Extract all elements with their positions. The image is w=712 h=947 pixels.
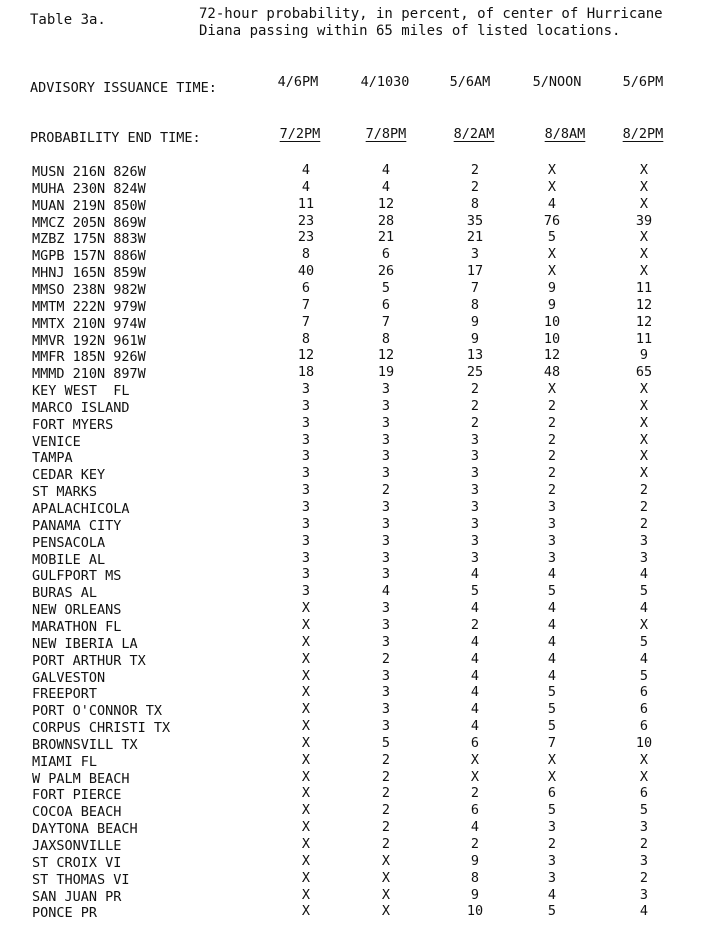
probability-cell: 19 bbox=[377, 364, 395, 381]
probability-cell: 6 bbox=[639, 785, 649, 802]
probability-cell: X bbox=[547, 178, 557, 195]
probability-cell: 3 bbox=[547, 532, 557, 549]
end-time-1: 7/2PM bbox=[279, 126, 321, 142]
probability-cell: 3 bbox=[470, 431, 480, 448]
probability-cell: X bbox=[639, 195, 649, 212]
probability-cell: X bbox=[547, 381, 557, 398]
probability-cell: 4 bbox=[301, 178, 311, 195]
end-time-2: 7/8PM bbox=[365, 126, 407, 142]
probability-cell: X bbox=[301, 667, 311, 684]
probability-cell: 5 bbox=[639, 633, 649, 650]
probability-cell: 3 bbox=[547, 852, 557, 869]
probability-cell: 23 bbox=[297, 212, 315, 229]
probability-cell: 4 bbox=[470, 684, 480, 701]
probability-cell: 3 bbox=[470, 448, 480, 465]
location-name: MMFR 185N 926W bbox=[32, 349, 146, 366]
advisory-time-3: 5/6AM bbox=[449, 74, 491, 90]
probability-cell: 3 bbox=[470, 482, 480, 499]
probability-cell: 4 bbox=[470, 600, 480, 617]
probability-cell: 3 bbox=[381, 499, 391, 515]
probability-cell: 2 bbox=[381, 819, 391, 836]
probability-cell: 2 bbox=[381, 802, 391, 819]
location-name: MARCO ISLAND bbox=[32, 399, 130, 416]
probability-cell: 5 bbox=[547, 229, 557, 246]
advisory-time-2: 4/1030 bbox=[360, 74, 410, 90]
probability-cell: X bbox=[381, 869, 391, 886]
probability-cell: 2 bbox=[381, 836, 391, 852]
probability-cell: X bbox=[301, 650, 311, 667]
probability-cell: 3 bbox=[381, 448, 391, 465]
probability-cell: 10 bbox=[635, 734, 653, 751]
probability-cell: 5 bbox=[639, 583, 649, 600]
probability-cell: 6 bbox=[301, 279, 311, 296]
probability-cell: X bbox=[547, 246, 557, 263]
probability-cell: 3 bbox=[301, 465, 311, 482]
probability-cell: 3 bbox=[301, 515, 311, 532]
probability-cell: 2 bbox=[381, 768, 391, 785]
probability-cell: 8 bbox=[470, 869, 480, 886]
probability-cell: 9 bbox=[470, 852, 480, 869]
probability-cell: 4 bbox=[470, 701, 480, 718]
probability-cell: 2 bbox=[639, 836, 649, 852]
location-name: MGPB 157N 886W bbox=[32, 248, 146, 265]
location-name: FORT PIERCE bbox=[32, 787, 122, 804]
probability-cell: 4 bbox=[470, 667, 480, 684]
probability-cell: 3 bbox=[639, 852, 649, 869]
probability-cell: 2 bbox=[470, 381, 480, 398]
location-name: NEW ORLEANS bbox=[32, 602, 122, 619]
probability-cell: 6 bbox=[470, 802, 480, 819]
probability-cell: 3 bbox=[381, 600, 391, 617]
probability-cell: 4 bbox=[381, 178, 391, 195]
location-name: MMTX 210N 974W bbox=[32, 315, 146, 332]
probability-cell: 13 bbox=[466, 347, 484, 364]
probability-cell: X bbox=[470, 768, 480, 785]
probability-end-label: PROBABILITY END TIME: bbox=[30, 130, 201, 146]
probability-cell: 3 bbox=[301, 448, 311, 465]
probability-cell: X bbox=[639, 162, 649, 178]
probability-cell: 2 bbox=[547, 397, 557, 414]
probability-cell: 5 bbox=[547, 718, 557, 735]
location-name: MUSN 216N 826W bbox=[32, 164, 146, 180]
probability-cell: 3 bbox=[381, 633, 391, 650]
advisory-issuance-label: ADVISORY ISSUANCE TIME: bbox=[30, 80, 217, 96]
location-name: PORT ARTHUR TX bbox=[32, 652, 146, 669]
probability-cell: 17 bbox=[466, 263, 484, 280]
probability-cell: 2 bbox=[470, 178, 480, 195]
location-name: PORT O'CONNOR TX bbox=[32, 703, 163, 720]
location-name: MMSO 238N 982W bbox=[32, 281, 146, 298]
probability-cell: 2 bbox=[470, 414, 480, 431]
probability-cell: 3 bbox=[639, 549, 649, 566]
probability-cell: 76 bbox=[543, 212, 561, 229]
probability-cell: X bbox=[301, 701, 311, 718]
end-time-5: 8/2PM bbox=[622, 126, 664, 142]
probability-cell: 4 bbox=[470, 566, 480, 583]
location-name: SAN JUAN PR bbox=[32, 888, 122, 905]
probability-cell: X bbox=[639, 178, 649, 195]
probability-cell: 3 bbox=[470, 549, 480, 566]
probability-cell: 6 bbox=[470, 734, 480, 751]
location-name: MMCZ 205N 869W bbox=[32, 214, 146, 231]
probability-cell: 65 bbox=[635, 364, 653, 381]
probability-cell: 2 bbox=[381, 650, 391, 667]
probability-cell: 3 bbox=[381, 397, 391, 414]
probability-cell: 9 bbox=[639, 347, 649, 364]
probability-cell: 4 bbox=[639, 650, 649, 667]
advisory-time-1: 4/6PM bbox=[277, 74, 319, 90]
probability-cell: 6 bbox=[639, 684, 649, 701]
probability-cell: 3 bbox=[639, 532, 649, 549]
probability-cell: 10 bbox=[543, 330, 561, 347]
probability-cell: 2 bbox=[639, 499, 649, 515]
probability-cell: 12 bbox=[297, 347, 315, 364]
probability-cell: 40 bbox=[297, 263, 315, 280]
probability-cell: 8 bbox=[301, 330, 311, 347]
probability-cell: 25 bbox=[466, 364, 484, 381]
location-name: ST MARKS bbox=[32, 484, 98, 501]
probability-cell: 2 bbox=[381, 785, 391, 802]
probability-cell: X bbox=[301, 600, 311, 617]
probability-cell: 4 bbox=[547, 616, 557, 633]
probability-cell: X bbox=[639, 229, 649, 246]
probability-cell: 35 bbox=[466, 212, 484, 229]
probability-cell: X bbox=[301, 802, 311, 819]
probability-cell: X bbox=[301, 886, 311, 903]
probability-cell: X bbox=[639, 414, 649, 431]
probability-cell: 3 bbox=[547, 515, 557, 532]
probability-cell: 8 bbox=[381, 330, 391, 347]
probability-cell: 4 bbox=[470, 633, 480, 650]
probability-cell: 3 bbox=[381, 718, 391, 735]
probability-cell: 4 bbox=[639, 903, 649, 920]
probability-cell: 3 bbox=[301, 431, 311, 448]
probability-cell: 5 bbox=[470, 583, 480, 600]
probability-cell: 11 bbox=[635, 330, 653, 347]
probability-cell: 12 bbox=[635, 313, 653, 330]
probability-cell: 5 bbox=[639, 667, 649, 684]
probability-cell: 2 bbox=[470, 162, 480, 178]
probability-cell: 2 bbox=[639, 869, 649, 886]
location-name: MMVR 192N 961W bbox=[32, 332, 146, 349]
probability-cell: 5 bbox=[547, 903, 557, 920]
probability-cell: 9 bbox=[470, 886, 480, 903]
probability-cell: 10 bbox=[466, 903, 484, 920]
probability-cell: 21 bbox=[377, 229, 395, 246]
probability-cell: X bbox=[301, 785, 311, 802]
probability-cell: 3 bbox=[381, 616, 391, 633]
location-name: ST THOMAS VI bbox=[32, 871, 130, 888]
probability-cell: 3 bbox=[381, 414, 391, 431]
probability-cell: 5 bbox=[547, 684, 557, 701]
table-caption: 72-hour probability, in percent, of center of Hurricane Diana passing within 65 miles of listed locations. bbox=[199, 6, 663, 39]
location-name: MARATHON FL bbox=[32, 618, 122, 635]
probability-cell: X bbox=[639, 397, 649, 414]
probability-cell: 3 bbox=[470, 465, 480, 482]
probability-cell: 2 bbox=[470, 397, 480, 414]
location-name: PANAMA CITY bbox=[32, 517, 122, 534]
probability-cell: 7 bbox=[301, 313, 311, 330]
advisory-time-5: 5/6PM bbox=[622, 74, 664, 90]
probability-cell: X bbox=[639, 431, 649, 448]
probability-cell: 3 bbox=[470, 515, 480, 532]
probability-cell: X bbox=[547, 751, 557, 768]
location-name: BURAS AL bbox=[32, 585, 98, 602]
probability-cell: X bbox=[639, 381, 649, 398]
location-name: DAYTONA BEACH bbox=[32, 821, 138, 838]
probability-cell: 2 bbox=[470, 785, 480, 802]
probability-cell: X bbox=[547, 263, 557, 280]
probability-cell: 12 bbox=[377, 195, 395, 212]
location-name: GALVESTON bbox=[32, 669, 106, 686]
probability-cell: 4 bbox=[547, 566, 557, 583]
probability-cell: 2 bbox=[470, 836, 480, 852]
probability-cell: 3 bbox=[381, 431, 391, 448]
probability-cell: 5 bbox=[381, 279, 391, 296]
location-name: MOBILE AL bbox=[32, 551, 106, 568]
probability-cell: 4 bbox=[381, 583, 391, 600]
location-name: MUHA 230N 824W bbox=[32, 180, 146, 197]
probability-cell: 7 bbox=[547, 734, 557, 751]
probability-cell: 2 bbox=[547, 836, 557, 852]
probability-cell: X bbox=[301, 768, 311, 785]
probability-cell: 4 bbox=[547, 886, 557, 903]
probability-cell: 3 bbox=[381, 549, 391, 566]
location-name: VENICE bbox=[32, 433, 81, 450]
location-name: PENSACOLA bbox=[32, 534, 106, 551]
probability-cell: X bbox=[547, 162, 557, 178]
probability-cell: 3 bbox=[547, 869, 557, 886]
probability-cell: X bbox=[381, 903, 391, 920]
probability-cell: X bbox=[381, 886, 391, 903]
probability-cell: X bbox=[301, 684, 311, 701]
probability-cell: X bbox=[301, 852, 311, 869]
probability-cell: 9 bbox=[547, 279, 557, 296]
probability-cell: X bbox=[639, 246, 649, 263]
probability-cell: X bbox=[639, 768, 649, 785]
probability-cell: X bbox=[639, 465, 649, 482]
probability-cell: 3 bbox=[639, 886, 649, 903]
probability-cell: 2 bbox=[470, 616, 480, 633]
probability-cell: 12 bbox=[543, 347, 561, 364]
location-name: BROWNSVILL TX bbox=[32, 736, 138, 753]
location-name: GULFPORT MS bbox=[32, 568, 122, 585]
end-time-4: 8/8AM bbox=[544, 126, 586, 142]
probability-cell: 3 bbox=[301, 381, 311, 398]
probability-cell: 3 bbox=[547, 549, 557, 566]
probability-cell: 3 bbox=[381, 465, 391, 482]
probability-cell: X bbox=[301, 751, 311, 768]
probability-cell: 2 bbox=[547, 465, 557, 482]
probability-cell: 3 bbox=[381, 381, 391, 398]
probability-cell: 3 bbox=[470, 532, 480, 549]
probability-cell: 5 bbox=[639, 802, 649, 819]
probability-cell: 12 bbox=[377, 347, 395, 364]
probability-cell: 2 bbox=[639, 482, 649, 499]
location-name: KEY WEST FL bbox=[32, 383, 130, 400]
probability-cell: 2 bbox=[547, 431, 557, 448]
location-name: W PALM BEACH bbox=[32, 770, 130, 787]
probability-cell: 28 bbox=[377, 212, 395, 229]
probability-cell: 12 bbox=[635, 296, 653, 313]
probability-cell: X bbox=[381, 852, 391, 869]
location-name: MZBZ 175N 883W bbox=[32, 231, 146, 248]
probability-cell: 7 bbox=[381, 313, 391, 330]
probability-cell: 23 bbox=[297, 229, 315, 246]
probability-cell: X bbox=[639, 751, 649, 768]
probability-cell: 5 bbox=[547, 701, 557, 718]
probability-cell: X bbox=[301, 903, 311, 920]
probability-cell: X bbox=[639, 616, 649, 633]
probability-cell: X bbox=[639, 448, 649, 465]
probability-cell: 26 bbox=[377, 263, 395, 280]
location-name: CEDAR KEY bbox=[32, 467, 106, 484]
probability-cell: 7 bbox=[470, 279, 480, 296]
probability-cell: 4 bbox=[381, 162, 391, 178]
probability-cell: 5 bbox=[381, 734, 391, 751]
probability-cell: 18 bbox=[297, 364, 315, 381]
probability-cell: 4 bbox=[470, 819, 480, 836]
probability-cell: 3 bbox=[381, 684, 391, 701]
probability-cell: 3 bbox=[301, 566, 311, 583]
probability-cell: 6 bbox=[639, 701, 649, 718]
probability-cell: 7 bbox=[301, 296, 311, 313]
probability-cell: 8 bbox=[470, 195, 480, 212]
probability-cell: X bbox=[301, 734, 311, 751]
location-name: NEW IBERIA LA bbox=[32, 635, 138, 652]
probability-cell: X bbox=[301, 616, 311, 633]
table-label: Table 3a. bbox=[30, 12, 106, 28]
probability-cell: 2 bbox=[639, 515, 649, 532]
probability-cell: 3 bbox=[301, 532, 311, 549]
probability-cell: X bbox=[301, 836, 311, 852]
probability-cell: 2 bbox=[381, 751, 391, 768]
probability-cell: 4 bbox=[301, 162, 311, 178]
location-name: COCOA BEACH bbox=[32, 804, 122, 821]
location-name: APALACHICOLA bbox=[32, 501, 130, 517]
probability-cell: 11 bbox=[635, 279, 653, 296]
location-name: MMTM 222N 979W bbox=[32, 298, 146, 315]
probability-cell: 3 bbox=[639, 819, 649, 836]
probability-cell: X bbox=[301, 869, 311, 886]
location-name: MUAN 219N 850W bbox=[32, 197, 146, 214]
probability-cell: 3 bbox=[301, 482, 311, 499]
probability-cell: 3 bbox=[301, 549, 311, 566]
probability-cell: 2 bbox=[547, 482, 557, 499]
probability-cell: 8 bbox=[301, 246, 311, 263]
probability-cell: X bbox=[639, 263, 649, 280]
location-name: ST CROIX VI bbox=[32, 854, 122, 871]
probability-cell: 8 bbox=[470, 296, 480, 313]
probability-cell: 6 bbox=[381, 296, 391, 313]
probability-cell: 4 bbox=[547, 633, 557, 650]
location-name: MMMD 210N 897W bbox=[32, 366, 146, 383]
probability-cell: X bbox=[301, 718, 311, 735]
advisory-time-4: 5/NOON bbox=[532, 74, 582, 90]
location-name: MHNJ 165N 859W bbox=[32, 265, 146, 282]
probability-cell: 4 bbox=[639, 600, 649, 617]
probability-cell: 2 bbox=[547, 448, 557, 465]
probability-cell: 4 bbox=[547, 650, 557, 667]
probability-cell: 11 bbox=[297, 195, 315, 212]
location-name: JAXSONVILLE bbox=[32, 838, 122, 854]
probability-cell: 3 bbox=[547, 819, 557, 836]
probability-cell: X bbox=[301, 633, 311, 650]
location-name: CORPUS CHRISTI TX bbox=[32, 720, 171, 737]
probability-cell: X bbox=[470, 751, 480, 768]
probability-cell: 9 bbox=[547, 296, 557, 313]
probability-cell: 10 bbox=[543, 313, 561, 330]
location-name: TAMPA bbox=[32, 450, 73, 467]
probability-cell: 3 bbox=[470, 499, 480, 515]
probability-cell: 3 bbox=[381, 515, 391, 532]
probability-cell: 21 bbox=[466, 229, 484, 246]
probability-cell: X bbox=[547, 768, 557, 785]
probability-cell: 4 bbox=[547, 600, 557, 617]
probability-cell: 48 bbox=[543, 364, 561, 381]
probability-cell: 4 bbox=[470, 650, 480, 667]
probability-cell: 6 bbox=[547, 785, 557, 802]
probability-cell: 5 bbox=[547, 802, 557, 819]
probability-cell: 9 bbox=[470, 313, 480, 330]
probability-cell: 2 bbox=[381, 482, 391, 499]
probability-cell: 3 bbox=[381, 566, 391, 583]
probability-cell: 9 bbox=[470, 330, 480, 347]
probability-cell: 3 bbox=[381, 532, 391, 549]
probability-cell: 39 bbox=[635, 212, 653, 229]
probability-cell: 3 bbox=[547, 499, 557, 515]
location-name: FORT MYERS bbox=[32, 416, 114, 433]
probability-cell: 4 bbox=[470, 718, 480, 735]
probability-cell: 3 bbox=[301, 499, 311, 515]
probability-cell: X bbox=[301, 819, 311, 836]
probability-cell: 3 bbox=[301, 414, 311, 431]
end-time-3: 8/2AM bbox=[453, 126, 495, 142]
location-name: FREEPORT bbox=[32, 686, 98, 703]
probability-cell: 4 bbox=[547, 195, 557, 212]
probability-cell: 2 bbox=[547, 414, 557, 431]
probability-cell: 3 bbox=[301, 583, 311, 600]
probability-cell: 6 bbox=[639, 718, 649, 735]
probability-cell: 3 bbox=[381, 667, 391, 684]
probability-cell: 3 bbox=[301, 397, 311, 414]
probability-cell: 4 bbox=[639, 566, 649, 583]
location-name: MIAMI FL bbox=[32, 753, 98, 770]
probability-cell: 3 bbox=[470, 246, 480, 263]
probability-cell: 4 bbox=[547, 667, 557, 684]
probability-cell: 6 bbox=[381, 246, 391, 263]
location-name: PONCE PR bbox=[32, 905, 98, 922]
probability-cell: 5 bbox=[547, 583, 557, 600]
probability-cell: 3 bbox=[381, 701, 391, 718]
